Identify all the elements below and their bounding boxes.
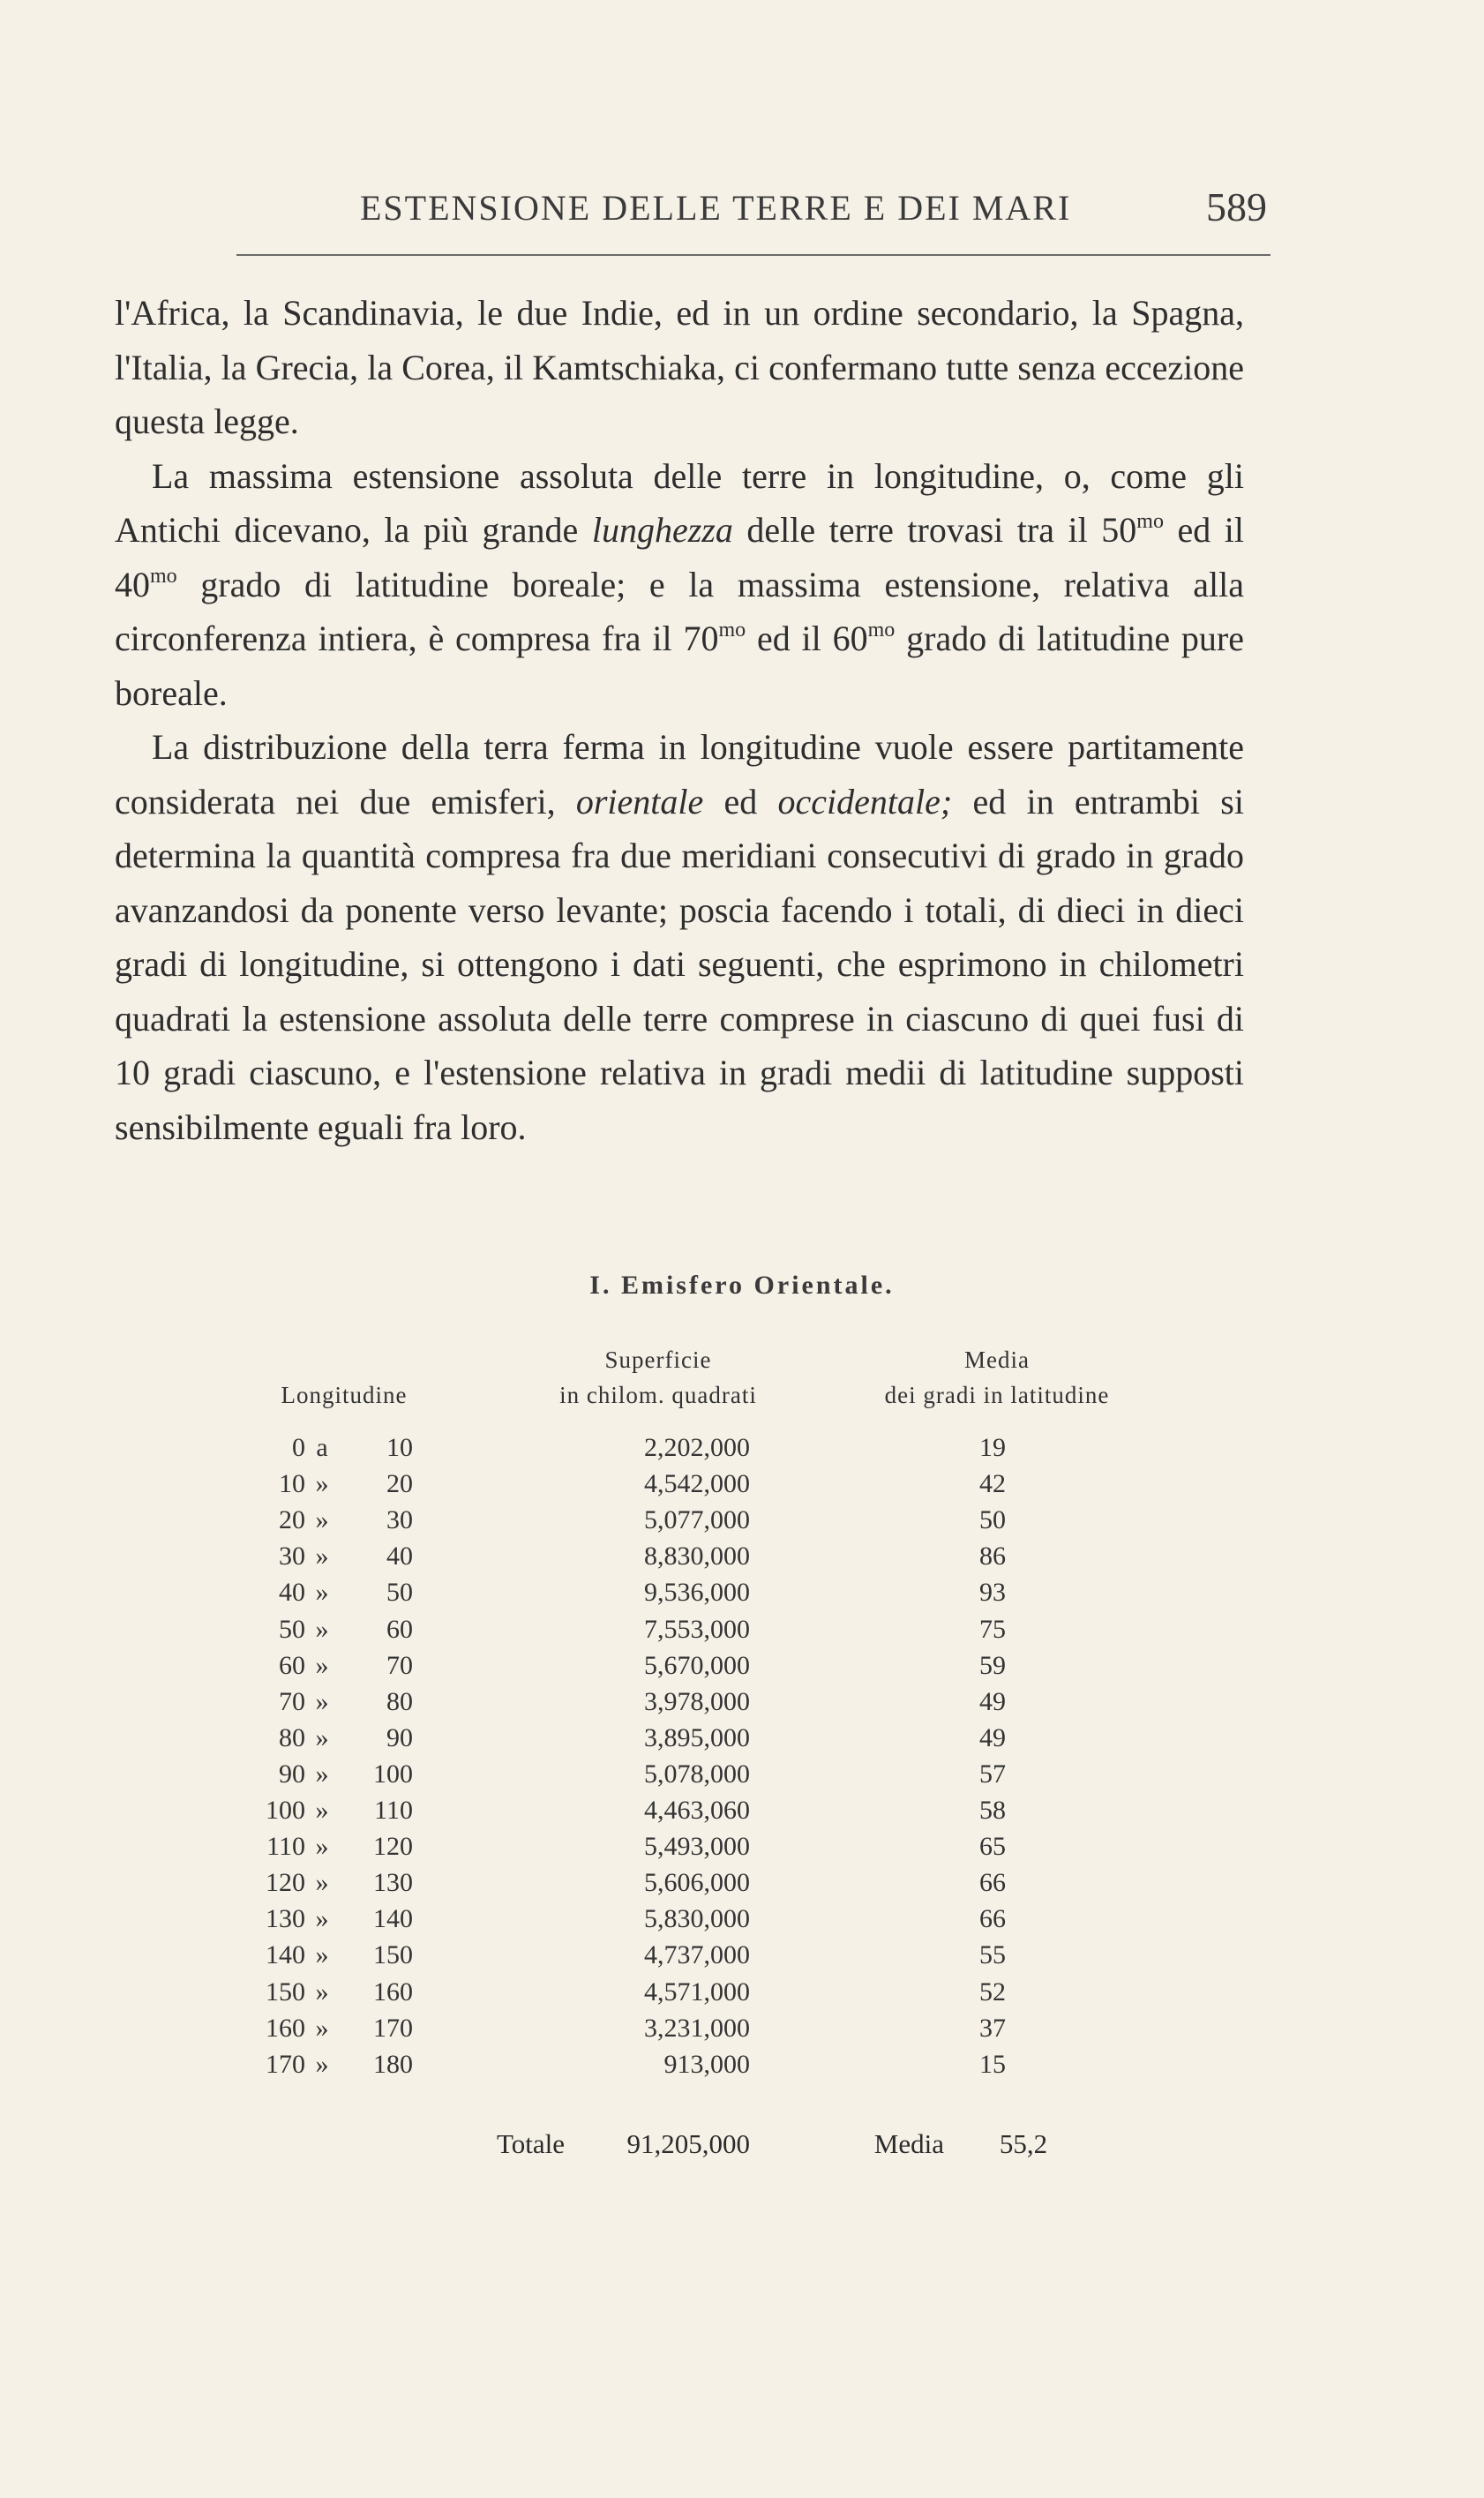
area-value: 4,542,000 (644, 1469, 750, 1499)
header-lat-line1: Media (964, 1347, 1030, 1373)
page-header (236, 184, 1267, 240)
header-area-line1: Superficie (604, 1347, 712, 1373)
longitude-separator: » (315, 1722, 329, 1752)
longitude-from: 20 (279, 1505, 305, 1535)
ordinal-superscript: mo (1136, 510, 1164, 533)
longitude-to: 100 (373, 1759, 413, 1789)
longitude-from: 10 (279, 1469, 305, 1499)
longitude-to: 60 (386, 1614, 413, 1644)
paragraph-2-text-a: La massima estensione assoluta delle terre in longitudine, o, come gli Antichi dicevano, la più grande (115, 455, 1244, 550)
longitude-separator: » (315, 1686, 329, 1716)
header-rule (236, 254, 1270, 256)
table-row (0, 2050, 1484, 2085)
paragraph-3-italic-orientale: orientale (575, 781, 704, 821)
paragraph-3-italic-occidentale: occidentale; (777, 781, 953, 821)
header-longitude: Longitudine (281, 1382, 408, 1408)
longitude-from: 50 (279, 1614, 305, 1644)
paragraph-2-text-c: delle terre trovasi tra il 50 (732, 510, 1137, 550)
paragraph-3-text-e: ed in entrambi si determina la quantità compresa fra due meridiani consecutivi di grado in grado avanzandosi da ponente verso levante; poscia facendo i totali, di dieci in dieci gradi di longitudine, si ottengono i dati seguenti, che esprimono in chilometri quadrati la estensione assoluta delle terre comprese in ciascuno di quei fusi di 10 gradi ciascuno, e l'estensione relativa in gradi medii di latitudine supposti sensibilmente eguali fra loro. (115, 781, 1244, 1147)
area-value: 3,895,000 (644, 1722, 750, 1752)
longitude-to: 80 (386, 1686, 413, 1716)
table-title: I. Emisfero Orientale. (589, 1271, 895, 1300)
latitude-mean: 50 (979, 1505, 1006, 1535)
latitude-mean: 49 (979, 1686, 1006, 1716)
area-value: 913,000 (663, 2049, 750, 2079)
latitude-mean: 75 (979, 1614, 1006, 1644)
header-lat-line2: dei gradi in latitudine (884, 1382, 1110, 1408)
paragraph-2-text-g: grado di latitudine pure boreale. (115, 619, 1245, 713)
longitude-from: 80 (279, 1722, 305, 1752)
area-value: 5,670,000 (644, 1650, 750, 1680)
longitude-from: 90 (279, 1759, 305, 1789)
mean-label: Media (873, 2128, 944, 2159)
body-text (115, 286, 1244, 1154)
area-value: 7,553,000 (644, 1614, 750, 1644)
header-area-line2: in chilom. quadrati (559, 1382, 757, 1408)
latitude-mean: 55 (979, 1940, 1006, 1970)
table-row (0, 1615, 1484, 1650)
area-value: 4,463,060 (644, 1796, 750, 1825)
area-value: 2,202,000 (644, 1433, 750, 1462)
page-number: 589 (1206, 184, 1267, 229)
longitude-separator: » (315, 1469, 329, 1499)
area-value: 5,493,000 (644, 1832, 750, 1862)
table-row (0, 1796, 1484, 1831)
area-value: 4,571,000 (644, 1977, 750, 2007)
longitude-from: 30 (279, 1542, 305, 1572)
longitude-separator: » (315, 1759, 329, 1789)
latitude-mean: 57 (979, 1759, 1006, 1789)
latitude-mean: 19 (979, 1433, 1006, 1462)
table-row (0, 1723, 1484, 1759)
area-value: 9,536,000 (644, 1578, 750, 1608)
longitude-separator: » (315, 1796, 329, 1825)
longitude-from: 130 (266, 1904, 305, 1934)
longitude-from: 110 (266, 1832, 305, 1862)
longitude-separator: » (315, 1542, 329, 1572)
latitude-mean: 65 (979, 1832, 1006, 1862)
longitude-to: 40 (386, 1542, 413, 1572)
latitude-mean: 37 (979, 2013, 1006, 2043)
longitude-to: 70 (386, 1650, 413, 1680)
area-value: 3,231,000 (644, 2013, 750, 2043)
ordinal-superscript: mo (150, 564, 177, 588)
table-row (0, 1433, 1484, 1468)
paragraph-2 (115, 449, 1244, 721)
latitude-mean: 49 (979, 1722, 1006, 1752)
longitude-to: 20 (386, 1469, 413, 1499)
longitude-separator: » (315, 1940, 329, 1970)
area-value: 3,978,000 (644, 1686, 750, 1716)
area-value: 8,830,000 (644, 1542, 750, 1572)
mean-value: 55,2 (999, 2128, 1048, 2159)
paragraph-2-text-e: grado di latitudine boreale; e la massima estensione, relativa alla circonferenza intiera, è compresa fra il 70 (115, 564, 1244, 658)
longitude-separator: » (315, 1614, 329, 1644)
latitude-mean: 52 (979, 1977, 1006, 2007)
longitude-to: 150 (373, 1940, 413, 1970)
table-row (0, 1832, 1484, 1867)
paragraph-2-italic-term: lunghezza (591, 510, 733, 550)
total-value: 91,205,000 (626, 2128, 750, 2159)
longitude-to: 10 (386, 1433, 413, 1462)
latitude-mean: 93 (979, 1578, 1006, 1608)
area-value: 4,737,000 (644, 1940, 750, 1970)
longitude-to: 180 (373, 2049, 413, 2079)
longitude-from: 160 (266, 2013, 305, 2043)
latitude-mean: 42 (979, 1469, 1006, 1499)
area-value: 5,830,000 (644, 1904, 750, 1934)
longitude-separator: a (316, 1433, 328, 1462)
longitude-to: 110 (374, 1796, 413, 1825)
longitude-to: 140 (373, 1904, 413, 1934)
table-row (0, 1505, 1484, 1541)
longitude-to: 120 (373, 1832, 413, 1862)
table-row (0, 1469, 1484, 1504)
paragraph-3-text-c: ed (703, 781, 778, 821)
table-row (0, 1687, 1484, 1722)
longitude-from: 140 (266, 1940, 305, 1970)
total-label: Totale (496, 2128, 565, 2159)
latitude-mean: 59 (979, 1650, 1006, 1680)
longitude-from: 0 (292, 1433, 305, 1462)
paragraph-2-text-f: ed il 60 (746, 619, 868, 658)
longitude-from: 120 (266, 1868, 305, 1898)
paragraph-3 (115, 720, 1244, 1154)
longitude-separator: » (315, 2049, 329, 2079)
longitude-to: 170 (373, 2013, 413, 2043)
ordinal-superscript: mo (867, 619, 896, 641)
table-row (0, 1651, 1484, 1686)
longitude-separator: » (315, 2013, 329, 2043)
longitude-from: 60 (279, 1650, 305, 1680)
table-row (0, 1868, 1484, 1903)
longitude-from: 170 (266, 2049, 305, 2079)
running-title: ESTENSIONE DELLE TERRE E DEI MARI (360, 188, 1072, 228)
longitude-from: 70 (279, 1686, 305, 1716)
longitude-to: 160 (373, 1977, 413, 2007)
longitude-separator: » (315, 1977, 329, 2007)
longitude-separator: » (315, 1650, 329, 1680)
paragraph-1-text: l'Africa, la Scandinavia, le due Indie, ed in un ordine secondario, la Spagna, l'Italia, la Grecia, la Corea, il Kamtschiaka, ci confermano tutte senza eccezione questa legge. (115, 293, 1244, 441)
longitude-separator: » (315, 1578, 329, 1608)
longitude-from: 100 (266, 1796, 305, 1825)
longitude-separator: » (315, 1904, 329, 1934)
longitude-to: 90 (386, 1722, 413, 1752)
table-row (0, 1904, 1484, 1939)
ordinal-superscript: mo (718, 619, 746, 641)
table-row (0, 1578, 1484, 1613)
paragraph-2-text-d: ed il 40 (115, 510, 1245, 604)
longitude-separator: » (315, 1505, 329, 1535)
longitude-from: 40 (279, 1578, 305, 1608)
longitude-to: 50 (386, 1578, 413, 1608)
paragraph-3-text-a: La distribuzione della terra ferma in longitudine vuole essere partitamente considerata nei due emisferi, (115, 727, 1244, 821)
table-row (0, 1542, 1484, 1577)
table-row (0, 2014, 1484, 2049)
longitude-to: 30 (386, 1505, 413, 1535)
area-value: 5,078,000 (644, 1759, 750, 1789)
latitude-mean: 86 (979, 1542, 1006, 1572)
latitude-mean: 58 (979, 1796, 1006, 1825)
latitude-mean: 66 (979, 1868, 1006, 1898)
area-value: 5,077,000 (644, 1505, 750, 1535)
longitude-separator: » (315, 1868, 329, 1898)
table-row (0, 1759, 1484, 1795)
longitude-from: 150 (266, 1977, 305, 2007)
paragraph-1 (115, 286, 1244, 449)
longitude-separator: » (315, 1832, 329, 1862)
latitude-mean: 66 (979, 1904, 1006, 1934)
table-row (0, 1977, 1484, 2013)
table-row (0, 1940, 1484, 1976)
longitude-to: 130 (373, 1868, 413, 1898)
latitude-mean: 15 (979, 2049, 1006, 2079)
area-value: 5,606,000 (644, 1868, 750, 1898)
